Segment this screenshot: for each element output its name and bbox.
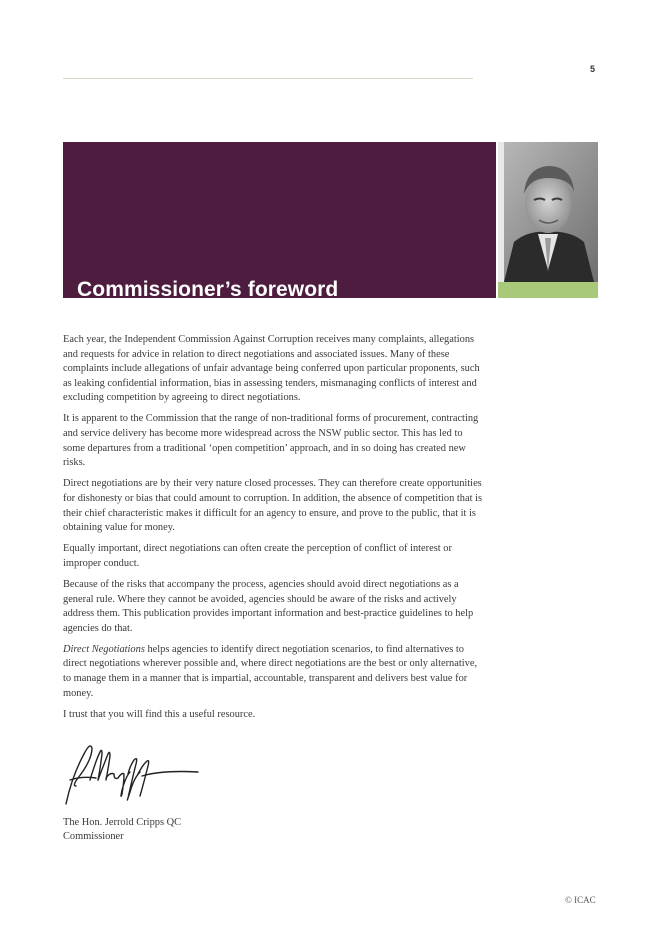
- paragraph-4: Equally important, direct negotiations can often create the perception of conflict of interest or improper conduct.: [63, 543, 452, 569]
- accent-bar: [498, 282, 598, 298]
- foreword-body: [63, 333, 483, 729]
- page-number: 5: [590, 64, 596, 74]
- signatory-name: The Hon. Jerrold Cripps QC: [63, 817, 182, 828]
- handwritten-signature: [62, 736, 202, 808]
- paragraph-6: [63, 643, 483, 701]
- title-banner: [63, 142, 496, 301]
- paragraph-5: Because of the risks that accompany the process, agencies should avoid direct negotiations as a general rule. Where they cannot be avoided, agencies should be aware of the risks and actively address them. This publication provides important information and best-practice guidelines to help agencies do that.: [63, 578, 474, 634]
- commissioner-portrait: [498, 142, 598, 282]
- publication-title: Direct Negotiations: [63, 643, 145, 655]
- signatory-block: [63, 816, 181, 843]
- paragraph-7: I trust that you will find this a useful resource.: [63, 708, 256, 720]
- top-rule: [63, 78, 473, 79]
- paragraph-3: Direct negotiations are by their very nature closed processes. They can therefore create opportunities for dishonesty or bias that could amount to corruption. In addition, the absence of competition that is their chief characteristic makes it difficult for an agency to ensure, and prove to the public, that it is obtaining value for money.: [63, 478, 482, 534]
- paragraph-1: Each year, the Independent Commission Against Corruption receives many complaints, allegations and requests for advice in relation to direct negotiations and associated issues. Many of these complaints include allegations of unfair advantage being conferred upon particular proponents, such as leaking confidential information, bias in assessing tenders, mismanaging conflicts of interest and excluding competition by agreeing to direct negotiations.: [63, 334, 480, 404]
- paragraph-2: It is apparent to the Commission that the range of non-traditional forms of procurement, contracting and service delivery has become more widespread across the NSW public sector. This has led to some departures from a traditional ‘open competition’ approach, and in so doing has created new risks.: [63, 413, 479, 469]
- signatory-role: Commissioner: [63, 830, 124, 842]
- copyright-notice: © ICAC: [565, 895, 596, 905]
- page-title: Commissioner’s foreword: [77, 278, 339, 301]
- paragraph-6-text: helps agencies to identify direct negotiation scenarios, to find alternatives to direct negotiations wherever possible and, where direct negotiations are the best or only alternative, to manage them in a manner that is impartial, accountable, transparent and delivers best value for money.: [63, 643, 478, 699]
